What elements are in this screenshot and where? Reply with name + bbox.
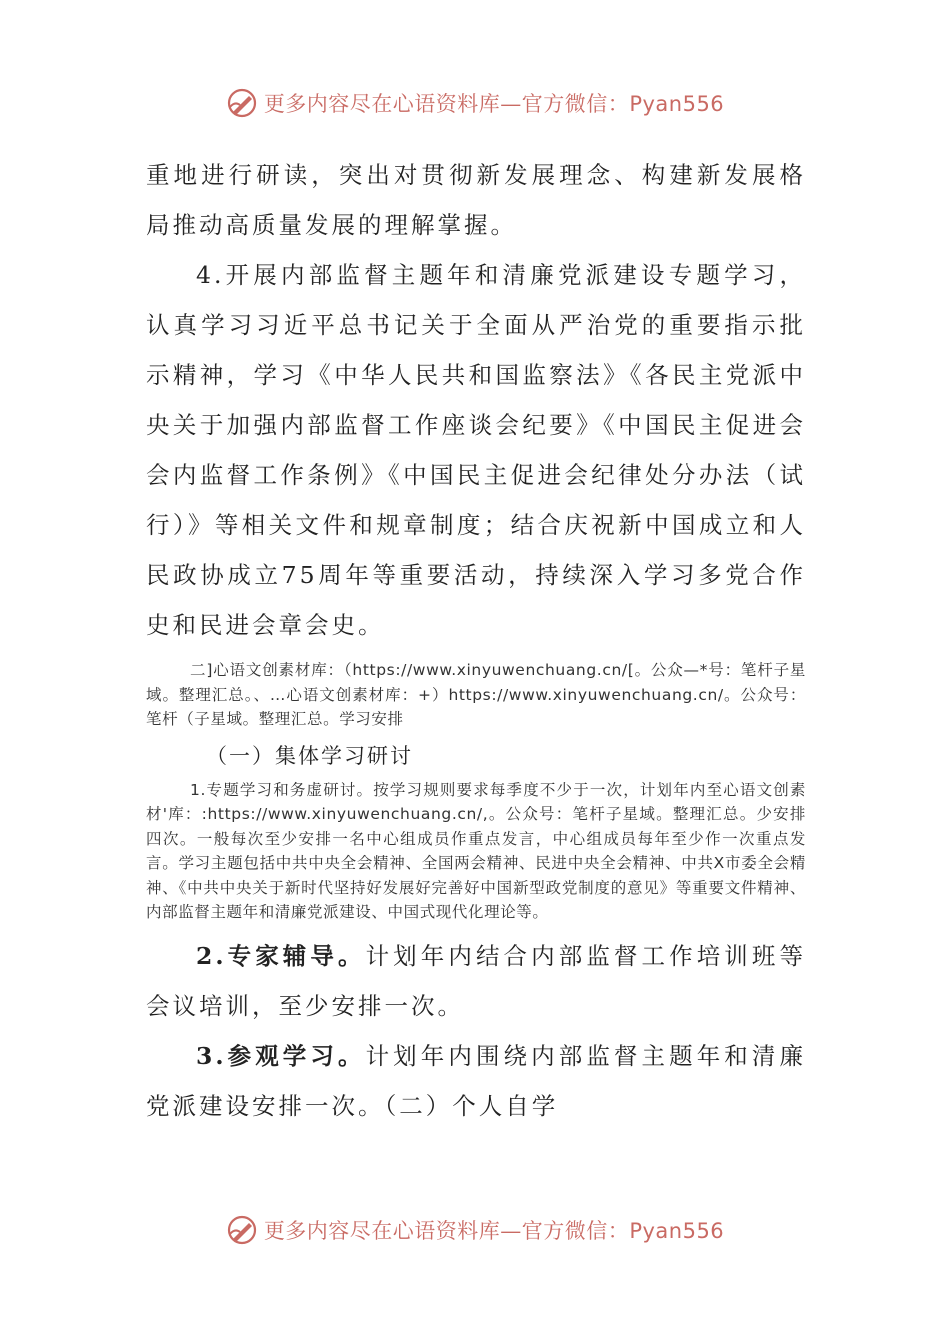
banner-wechat-id: Pyan556 [629, 92, 725, 116]
paragraph-5-body: 计划年内结合内部监督工作培训班等会议培训，至少安排一次。 [146, 941, 806, 1020]
pen-logo-icon [226, 1214, 258, 1246]
banner-text [264, 88, 724, 118]
paragraph-5 [146, 931, 806, 1031]
paragraph-6 [146, 1031, 806, 1131]
paragraph-3: 二]心语文创素材库：（https://www.xinyuwenchuang.cn/[。公众—*号：笔杆子星域。整理汇总。、…心语文创素材库：+）https://www.xinyuwenchuang.cn/。公众号：笔杆（子星域。整理汇总。学习安排 [146, 661, 806, 728]
banner-text [264, 1215, 724, 1245]
paragraph-4: 1.专题学习和务虚研讨。按学习规则要求每季度不少于一次，计划年内至心语文创素材'库：:https://www.xinyuwenchuang.cn/,。公众号：笔杆子星域。整理汇总。少安排四次。一般每次至少安排一名中心组成员作重点发言，中心组成员每年至少作一次重点发言。学习主题包括中共中央全会精神、全国两会精神、民进中央全会精神、中共X市委全会精神、《中共中央关于新时代坚持好发展好完善好中国新型政党制度的意见》等重要文件精神、内部监督主题年和清廉党派建设、中国式现代化理论等。 [146, 780, 806, 921]
section-heading: （一）集体学习研讨 [206, 743, 413, 768]
paragraph-2: 4.开展内部监督主题年和清廉党派建设专题学习，认真学习习近平总书记关于全面从严治党的重要指示批示精神，学习《中华人民共和国监察法》《各民主党派中央关于加强内部监督工作座谈会纪要》《中国民主促进会会内监督工作条例》《中国民主促进会纪律处分办法（试行）》等相关文件和规章制度；结合庆祝新中国成立和人民政协成立75周年等重要活动，持续深入学习多党合作史和民进会章会史。 [146, 261, 806, 639]
paragraph-6-lead: 3.参观学习。 [196, 1041, 366, 1070]
paragraph-5-lead: 2.专家辅导。 [196, 941, 366, 970]
footer-banner [0, 1210, 950, 1250]
banner-wechat-id: Pyan556 [629, 1219, 725, 1243]
document-body [146, 150, 806, 1131]
pen-logo-icon [226, 87, 258, 119]
banner-label: 更多内容尽在心语资料库—官方微信： [263, 1219, 630, 1243]
header-banner [0, 83, 950, 123]
paragraph-1: 重地进行研读，突出对贯彻新发展理念、构建新发展格局推动高质量发展的理解掌握。 [146, 161, 806, 239]
banner-label: 更多内容尽在心语资料库—官方微信： [263, 92, 630, 116]
paragraph-6-body: 计划年内围绕内部监督主题年和清廉党派建设安排一次。（二）个人自学 [146, 1041, 806, 1120]
